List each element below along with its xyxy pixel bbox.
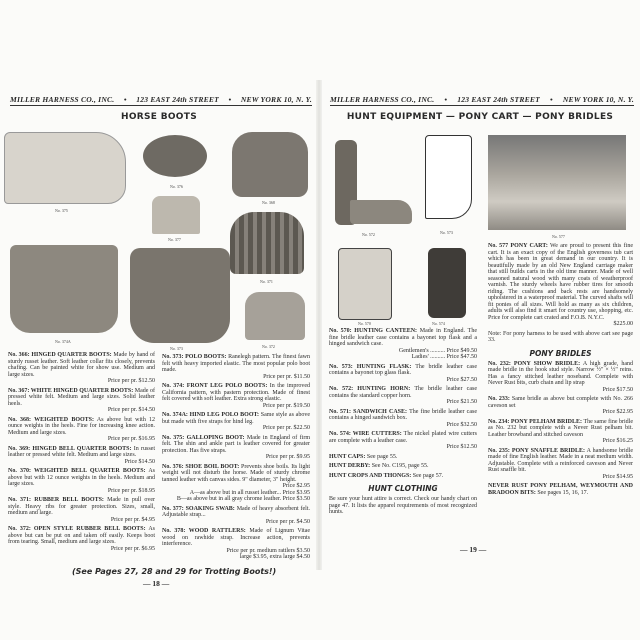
caption: No. 573 <box>440 230 453 235</box>
caption: No. 368 <box>262 200 275 205</box>
entry-description: In the improved California pattern, with pastern protection. Made of finest felt covered with soft leather. Extra strong elastic. <box>162 383 311 402</box>
caption: No. 574 <box>432 321 445 326</box>
caption: No. 570 <box>358 321 371 326</box>
entry-description: As above but with 12 ounce weights in the heels. Medium and large sizes. <box>8 468 156 487</box>
entry-heading: No. 234: PONY PELHAM BRIDLE: <box>488 418 583 425</box>
catalog-entry <box>329 386 477 406</box>
entry-price: Price $14.95 <box>602 473 633 480</box>
catalog-entry <box>329 431 477 451</box>
entry-heading: No. 232: PONY SHOW BRIDLE: <box>488 360 581 367</box>
catalog-page-18 <box>0 0 318 640</box>
caption: No. 373 <box>170 346 183 351</box>
entry-description: As above but with 12 ounce weights in the heels. Fine for increasing knee action. Medium and large sizes. <box>8 416 156 436</box>
caption: No. 572 <box>362 232 375 237</box>
catalog-entry <box>8 417 155 443</box>
weighted-boot-image <box>232 132 308 197</box>
entry-heading: No. 574: WIRE CUTTERS: <box>329 431 402 437</box>
entry-description: Made of pressed white felt. Medium and large sizes. Solid leather heels. <box>8 387 155 407</box>
entry-price: Price per pr. $6.95 <box>110 545 155 552</box>
page-number: — 19 — <box>460 545 487 554</box>
entry-description: Note: For pony harness to be used with above cart see page 33. <box>488 330 633 343</box>
entry-description: See page 55. <box>366 453 398 460</box>
entry-heading: No. 571: SANDWICH CASE: <box>329 408 407 415</box>
entry-heading: No. 577 PONY CART: <box>488 243 548 249</box>
entry-description: The fine bridle leather case contains a hinged sandwich box. <box>329 408 477 421</box>
running-header: MILLER HARNESS CO., INC. • 123 EAST 24th STREET • NEW YORK 10, N. Y. <box>330 95 634 104</box>
catalog-entry <box>488 483 633 496</box>
entry-price: Price per pr. $16.95 <box>107 436 155 442</box>
text-column-right-1 <box>329 328 477 516</box>
entry-price: Price per pr. $14.50 <box>107 407 155 413</box>
catalog-entry <box>329 454 477 461</box>
catalog-entry <box>488 361 633 394</box>
hind-leg-polo-boot-image <box>10 245 118 333</box>
entry-description: Made of heavy absorbent felt. Adjustable strap... <box>162 505 310 518</box>
catalog-entry <box>488 331 633 344</box>
entry-heading: No. 372: OPEN STYLE RUBBER BELL BOOTS: <box>8 526 146 532</box>
pony-cart-photo <box>488 135 626 230</box>
entry-heading: HUNT DERBY: <box>329 463 371 469</box>
catalog-entry <box>488 419 633 445</box>
entry-heading: No. 374: FRONT LEG POLO BOOTS: <box>162 383 268 389</box>
catalog-entry <box>488 243 633 328</box>
entry-description: Made in pull over style. Heavy ribs for greater protection. Sizes, small, medium and large. <box>8 497 156 516</box>
text-column-left-2 <box>162 354 310 564</box>
entry-description: The bridle leather case contains the standard copper horn. <box>329 386 477 399</box>
entry-heading: No. 366: HINGED QUARTER BOOTS: <box>8 352 112 358</box>
catalog-entry <box>488 396 633 416</box>
caption: No. 377 <box>168 237 181 242</box>
entry-price: Price per pr. $11.50 <box>263 373 310 380</box>
caption: No. 376 <box>170 184 183 189</box>
city: NEW YORK 10, N. Y. <box>240 95 312 104</box>
catalog-entry <box>162 412 310 432</box>
street-address: 123 EAST 24th STREET <box>136 95 219 104</box>
caption: No. 372 <box>262 344 275 349</box>
page-number: — 18 — <box>143 579 170 588</box>
entry-price: Price per pr. $4.95 <box>110 516 155 523</box>
company-name: MILLER HARNESS CO., INC. <box>330 95 435 104</box>
entry-heading: No. 572: HUNTING HORN: <box>329 386 411 392</box>
entry-price: Price $32.50 <box>446 421 477 428</box>
entry-price: Price $2.95 <box>282 483 310 489</box>
entry-price: Price $27.50 <box>446 376 477 383</box>
catalog-entry <box>8 526 155 552</box>
entry-heading: No. 375: GALLOPING BOOT: <box>162 434 245 441</box>
entry-price: Price per pr. $12.50 <box>107 378 155 384</box>
entry-price: Price per pr. $22.50 <box>262 425 310 431</box>
entry-price: Price per pr. $19.50 <box>262 402 310 409</box>
catalog-entry <box>8 468 155 494</box>
catalog-entry <box>8 388 155 414</box>
entry-price: Price $21.50 <box>446 399 477 405</box>
entry-heading: No. 370: WEIGHTED BELL QUARTER BOOTS: <box>8 468 146 474</box>
catalog-entry <box>162 435 310 461</box>
section-heading: HUNT CLOTHING <box>368 484 438 493</box>
entry-description: Made in England. The fine bridle leather case contains a bayonet top flask and a hinged sandwich case. <box>329 328 477 347</box>
entry-description: See pages 15, 16, 17. <box>537 489 589 496</box>
entry-description: See page 57. <box>412 472 444 479</box>
running-header: MILLER HARNESS CO., INC. • 123 EAST 24th STREET • NEW YORK 10, N. Y. <box>10 95 312 104</box>
entry-price: large $3.95, extra large $4.50 <box>239 554 310 560</box>
entry-description: The nickel plated wire cutters are complete with a leather case. <box>329 431 477 444</box>
catalog-entry <box>162 464 310 503</box>
catalog-entry <box>8 446 155 466</box>
catalog-entry <box>162 506 310 526</box>
entry-heading: No. 378: WOOD RATTLERS: <box>162 528 246 534</box>
page-title: HORSE BOOTS <box>121 112 197 122</box>
hunt-clothing-text: Be sure your hunt attire is correct. Check our handy chart on page 47. It lists the apparel requirements of most recognized hunts. <box>329 496 477 515</box>
entry-description: Ranelegh pattern. The finest fawn felt with heavy imported elastic. The most popular polo boot made. <box>162 354 310 373</box>
hunting-horn-base-image <box>350 200 412 224</box>
entry-price: Price $22.95 <box>602 409 633 415</box>
entry-description: The bridle leather case contains a bayonet top glass flask. <box>329 363 477 376</box>
entry-price: B—as above but in all gray chrome leather. Price $3.50 <box>176 496 310 502</box>
entry-description: A handsome bridle made of fine English leather. Made in a neat medium width. Adjustable. Complete with a reinforced caveson and Never Rust snaffle bit. <box>488 447 634 473</box>
catalog-entry <box>329 473 477 480</box>
entry-heading: No. 367: WHITE HINGED QUARTER BOOTS: <box>8 387 134 394</box>
entry-price: Price per pr. $4.50 <box>265 518 310 525</box>
entry-price: Gentlemen's .......... Price $49.50 <box>398 347 477 354</box>
entry-heading: NEVER RUST PONY PELHAM, WEYMOUTH AND BRADOON BITS: <box>488 483 633 496</box>
text-column-left-1 <box>8 352 155 555</box>
entry-description: Prevents shoe boils. Its light weight will not disturb the horse. Made of sturdy chrome tanned leather with canvas sides. 9" diameter, 3" height. <box>162 463 310 483</box>
entry-description: In russet leather or pressed white felt. Medium and large sizes. <box>8 445 156 458</box>
catalog-entry <box>8 497 155 523</box>
entry-price: A—as above but in all russet leather... Price $3.95 <box>189 489 310 496</box>
caption: No. 375 <box>55 208 68 213</box>
entry-price: Price per pr. $18.95 <box>107 487 155 494</box>
polo-boot-image <box>130 248 230 343</box>
hunting-canteen-image <box>338 248 392 320</box>
catalog-entry <box>329 409 477 429</box>
shoe-boil-boot-image <box>143 135 207 177</box>
entry-price: Price per pr. $9.95 <box>265 454 310 460</box>
catalog-entry <box>162 528 310 561</box>
section-heading: PONY BRIDLES <box>529 348 592 358</box>
text-column-right-2 <box>488 243 633 499</box>
trotting-boots-note: (See Pages 27, 28 and 29 for Trotting Boots!) <box>72 567 277 576</box>
catalog-entry <box>329 364 477 384</box>
entry-description: A high grade, hand made bridle in the hook stud style. Narrow ½" × ½" reins. Has a fancy stitched leather noseband. Complete with Never Rust bits, curb chain and lip strap <box>488 360 633 386</box>
entry-description: Same bridle as above but complete with No. 266 caveson set <box>488 396 634 409</box>
entry-heading: No. 570: HUNTING CANTEEN: <box>329 328 418 334</box>
entry-price: Price $17.50 <box>602 386 633 393</box>
entry-heading: No. 233: <box>488 396 510 402</box>
caption: No. 374A <box>55 339 71 344</box>
company-name: MILLER HARNESS CO., INC. <box>10 95 115 104</box>
catalog-entry <box>162 383 310 409</box>
entry-heading: No. 368: WEIGHTED BOOTS: <box>8 416 95 423</box>
galloping-boot-image <box>4 132 126 204</box>
entry-heading: No. 235: PONY SNAFFLE BRIDLE: <box>488 447 585 454</box>
catalog-entry <box>162 354 310 380</box>
entry-price: Price $14.50 <box>124 458 155 465</box>
entry-description: Made in England of firm felt. The shin and ankle part is leather covered for greater protection. Has five straps. <box>162 434 310 454</box>
entry-heading: HUNT CAPS: <box>329 453 366 460</box>
street-address: 123 EAST 24th STREET <box>457 95 540 104</box>
entry-description: As above but can be put on and taken off easily. Keeps boot from tearing. Small, medium and large sizes. <box>8 526 155 545</box>
hunting-flask-image <box>425 135 472 219</box>
city: NEW YORK 10, N. Y. <box>562 95 634 104</box>
entry-heading: No. 373: POLO BOOTS: <box>162 354 227 360</box>
caption: No. 577 <box>552 234 565 239</box>
entry-price: Ladies' .......... Price $47.50 <box>411 354 477 360</box>
entry-heading: No. 369: HINGED BELL QUARTER BOOTS: <box>8 445 132 452</box>
entry-heading: No. 377: SOAKING SWAB: <box>162 505 235 512</box>
catalog-page-19 <box>320 0 640 640</box>
page-title: HUNT EQUIPMENT — PONY CART — PONY BRIDLES <box>346 112 614 122</box>
soaking-swab-image <box>152 196 200 234</box>
entry-heading: No. 374A: HIND LEG POLO BOOT: <box>162 412 260 418</box>
entry-description: Made of Lignum Vitae wood on rawhide strap. Increase action, prevents interference. <box>162 528 311 547</box>
wire-cutters-image <box>428 248 466 318</box>
catalog-entry <box>329 463 477 470</box>
entry-price: Price $16.25 <box>602 438 633 444</box>
entry-price: $225.00 <box>613 321 633 327</box>
entry-description: We are proud to present this fine cart. It is an exact copy of the English governess tub cart which has been in great demand in our country. It is beautifully made by an old New England carriage maker that still builds carts in the old time manner. Made of well seasoned natural wood with many coats of weatherproof varnish. The sturdy wheels have rubber tires for smooth riding. The cushions and back rests are handsomely upholstered in a waterproof material. The curved shafts will fit ponies of all sizes. Will hold as many as six children, adults will also find it smart for country use, shopping, etc. Price for complete cart crated and F.O.B. N.Y.C. <box>488 243 633 321</box>
entry-description: Made by hand of sturdy russet leather. Soft leather collar fits closely, prevents chafing. Can be painted white for show use. Medium and large sizes. <box>8 352 156 378</box>
entry-heading: No. 376: SHOE BOIL BOOT: <box>162 463 240 470</box>
entry-description: See No. C195, page 55. <box>371 463 429 469</box>
entry-description: Same style as above but made with five straps for hind leg. <box>162 412 310 425</box>
entry-price: Price per pr. medium rattlers $3.50 <box>226 547 310 554</box>
entry-heading: No. 371: RUBBER BELL BOOTS: <box>8 497 104 503</box>
entry-description: The same fine bridle as No. 232 but complete with a Never Rust pelham bit. Leather browband and stitched caveson <box>488 418 633 438</box>
entry-heading: HUNT CROPS AND THONGS: <box>329 472 412 479</box>
catalog-entry <box>8 352 155 385</box>
entry-price: Price $12.50 <box>446 444 477 450</box>
open-bell-boot-image <box>245 292 305 340</box>
catalog-entry <box>488 448 633 481</box>
entry-heading: No. 573: HUNTING FLASK: <box>329 363 412 370</box>
caption: No. 371 <box>260 279 273 284</box>
catalog-entry <box>329 328 477 361</box>
rubber-bell-boot-image <box>230 212 304 274</box>
